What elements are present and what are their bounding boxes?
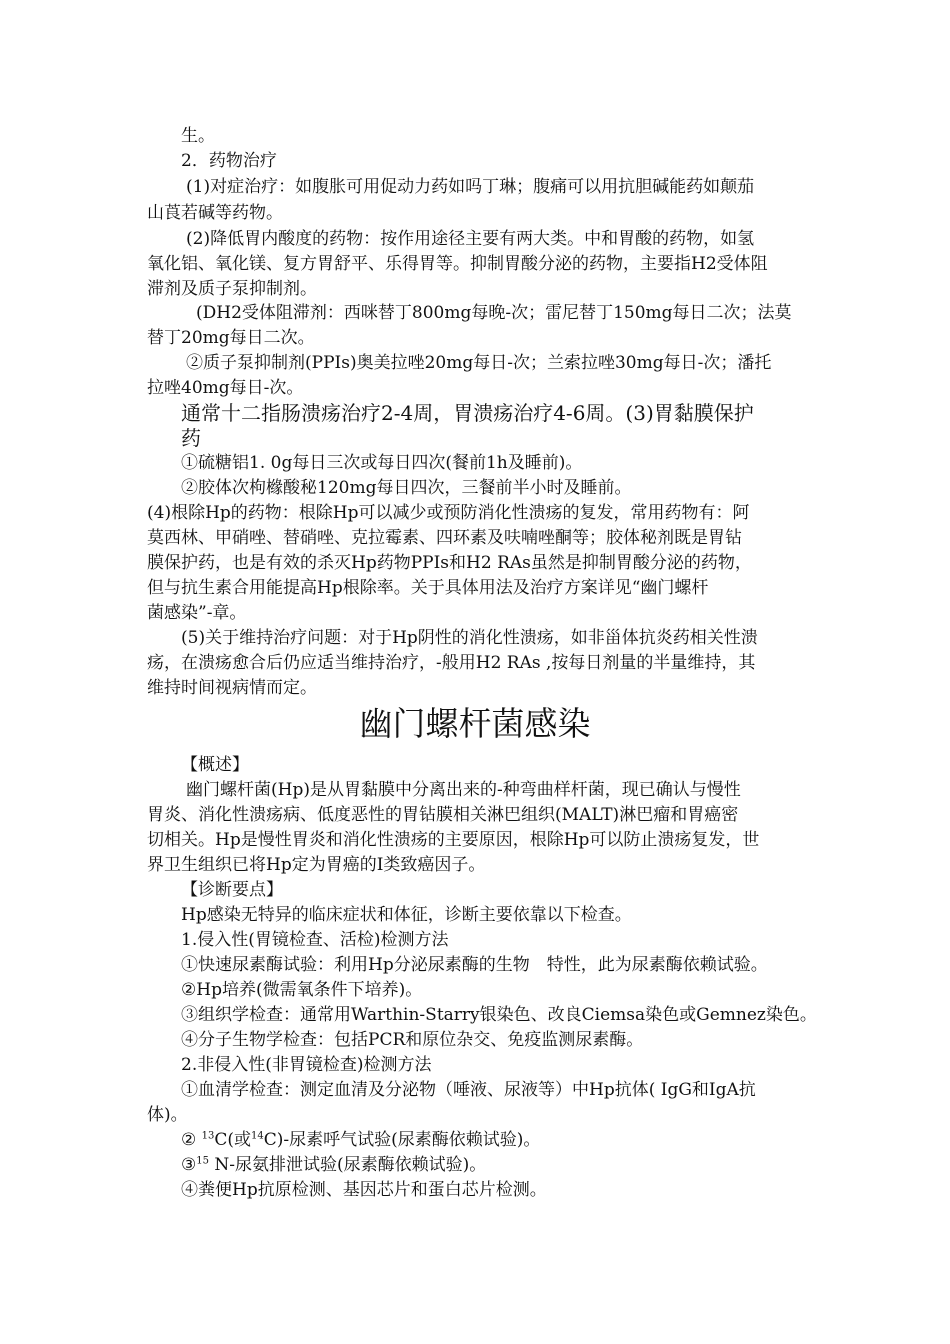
text-line: 滞剂及质子泵抑制剂。 (147, 279, 317, 299)
text-line: 莫西林、甲硝唑、替硝唑、克拉霉素、四环素及呋喃唑酮等；胶体秘剂既是胃钻 (147, 528, 742, 548)
text-line: 胃炎、消化性溃疡病、低度恶性的胃钻膜相关淋巴组织(MALT)淋巴瘤和胃癌密 (147, 805, 739, 825)
text-line-large: 药 (181, 426, 201, 450)
text-line: (2)降低胃内酸度的药物：按作用途径主要有两大类。中和胃酸的药物，如氢 (186, 229, 755, 249)
text-line: ③$^{15}$ N-尿氨排泄试验(尿素酶依赖试验)。 (181, 1155, 487, 1175)
section-title: 幽门螺杆菌感染 (359, 704, 591, 743)
text-line: ③组织学检查：通常用Warthin-Starry银染色、改良Ciemsa染色或Gemnez染色。 (181, 1005, 817, 1025)
text-line: ④分子生物学检查：包括PCR和原位杂交、免疫监测尿素酶。 (181, 1030, 644, 1050)
text-line: Hp感染无特异的临床症状和体征，诊断主要依靠以下检查。 (181, 905, 632, 925)
text-line: ②质子泵抑制剂(PPIs)奥美拉唑20mg每日-次；兰索拉唑30mg每日-次；潘托 (186, 353, 772, 373)
text-line: ②胶体次枸橼酸秘120mg每日四次，三餐前半小时及睡前。 (181, 478, 632, 498)
text-line: ①快速尿素酶试验：利用Hp分泌尿素酶的生物 特性，此为尿素酶依赖试验。 (181, 955, 768, 975)
text-line: 维持时间视病情而定。 (147, 678, 317, 698)
text-line: ①硫糖铝1. 0g每日三次或每日四次(餐前1h及睡前)。 (181, 453, 583, 473)
text-line: 但与抗生素合用能提高Hp根除率。关于具体用法及治疗方案详见“幽门螺杆 (147, 578, 709, 598)
text-line: 山莨若碱等药物。 (147, 203, 283, 223)
text-line: 疡，在溃疡愈合后仍应适当维持治疗，-般用H2 RAs ,按每日剂量的半量维持，其 (147, 653, 756, 673)
text-line: (DH2受体阻滞剂：西咪替丁800mg每晚-次；雷尼替丁150mg每日二次；法莫 (196, 303, 792, 323)
text-line: 氧化铝、氧化镁、复方胃舒平、乐得胃等。抑制胃酸分泌的药物，主要指H2受体阻 (147, 254, 768, 274)
text-line: 拉唑40mg每日-次。 (147, 378, 304, 398)
text-line: 替丁20mg每日二次。 (147, 328, 315, 348)
text-line: 菌感染”-章。 (147, 603, 247, 623)
heading-drug-therapy: 2．药物治疗 (181, 151, 277, 171)
text-line: 体)。 (147, 1105, 188, 1125)
text-line: ② $^{13}$C(或$^{14}$C)-尿素呼气试验(尿素酶依赖试验)。 (181, 1130, 541, 1150)
text-line: 膜保护药，也是有效的杀灭Hp药物PPIs和H2 RAs虽然是抑制胃酸分泌的药物， (147, 553, 752, 573)
section-heading-diagnosis: 【诊断要点】 (181, 880, 283, 900)
text-line: 界卫生组织已将Hp定为胃癌的Ⅰ类致癌因子。 (147, 855, 486, 875)
text-line: (5)关于维持治疗问题：对于Hp阴性的消化性溃疡，如非甾体抗炎药相关性溃 (181, 628, 758, 648)
text-line: ④粪便Hp抗原检测、基因芯片和蛋白芯片检测。 (181, 1180, 547, 1200)
text-line: 切相关。Hp是慢性胃炎和消化性溃疡的主要原因，根除Hp可以防止溃疡复发，世 (147, 830, 760, 850)
text-line: (4)根除Hp的药物：根除Hp可以减少或预防消化性溃疡的复发，常用药物有：阿 (147, 503, 750, 523)
text-line-large: 通常十二指肠溃疡治疗2-4周，胃溃疡治疗4-6周。(3)胃黏膜保护 (181, 401, 754, 425)
text-line: 1.侵入性(胃镜检查、活检)检测方法 (181, 930, 449, 950)
section-heading-overview: 【概述】 (181, 755, 249, 775)
text-line: 幽门螺杆菌(Hp)是从胃黏膜中分离出来的-种弯曲样杆菌，现已确认与慢性 (186, 780, 741, 800)
text-line: (1)对症治疗：如腹胀可用促动力药如吗丁琳；腹痛可以用抗胆碱能药如颠茄 (186, 177, 755, 197)
text-line: ②Hp培养(微需氧条件下培养)。 (181, 980, 423, 1000)
text-line: 生。 (181, 126, 215, 146)
text-line: ①血清学检查：测定血清及分泌物（唾液、尿液等）中Hp抗体( IgG和IgA抗 (181, 1080, 756, 1100)
text-line: 2.非侵入性(非胃镜检查)检测方法 (181, 1055, 432, 1075)
